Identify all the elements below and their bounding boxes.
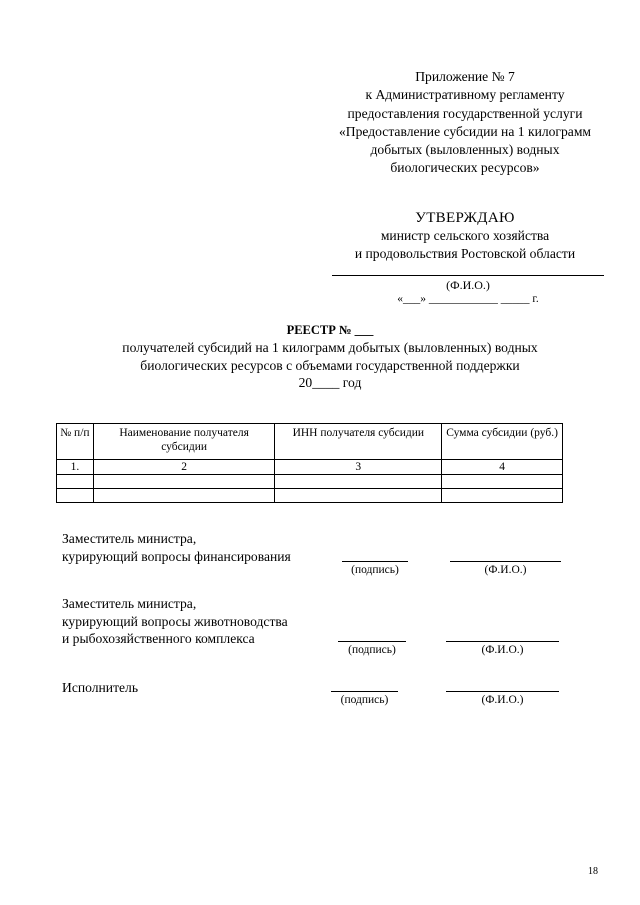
registry-table	[56, 423, 563, 503]
table-cell	[442, 475, 563, 489]
fio-caption: (Ф.И.О.)	[481, 644, 524, 656]
table-cell	[93, 475, 275, 489]
signature-caption: (подпись)	[340, 694, 389, 706]
table-cell	[57, 475, 94, 489]
approval-title: УТВЕРЖДАЮ	[415, 210, 515, 226]
annex-line: добытых (выловленных) водных	[370, 142, 560, 158]
signature-line	[342, 561, 408, 562]
annex-line: биологических ресурсов»	[390, 160, 540, 176]
table-cell	[275, 489, 442, 503]
signer-title-line: Заместитель министра,	[62, 596, 197, 611]
table-cell: 3	[275, 460, 442, 475]
approval-signature-line	[332, 275, 604, 276]
annex-line: предоставления государственной услуги	[347, 105, 583, 121]
approval-block	[320, 209, 610, 262]
registry-title: РЕЕСТР № ___	[286, 323, 374, 337]
signature-line	[338, 641, 406, 642]
fio-line	[446, 691, 559, 692]
table-numbering-row	[57, 460, 563, 475]
table-cell	[57, 489, 94, 503]
header-cell-amount: Сумма субсидии (руб.)	[442, 424, 563, 460]
signer-deputy-livestock	[62, 595, 288, 648]
table-row	[57, 475, 563, 489]
annex-line: к Административному регламенту	[365, 87, 565, 103]
table-cell: 1.	[57, 460, 94, 475]
approval-fio-caption: (Ф.И.О.)	[446, 278, 490, 292]
signer-title-line: Заместитель министра,	[62, 531, 197, 546]
signer-title-line: Исполнитель	[62, 680, 139, 695]
annex-line: Приложение № 7	[415, 69, 515, 84]
approval-date-line: «___» ____________ _____ г.	[397, 293, 539, 305]
fio-line	[446, 641, 559, 642]
table-cell	[275, 475, 442, 489]
registry-heading-block	[60, 322, 600, 391]
table-cell	[93, 489, 275, 503]
signer-deputy-finance	[62, 530, 291, 565]
signature-caption: (подпись)	[348, 644, 396, 656]
registry-year-line: 20____ год	[298, 374, 362, 390]
table-header-row	[57, 424, 563, 460]
table-row	[57, 489, 563, 503]
annex-header	[300, 68, 630, 178]
annex-line: «Предоставление субсидии на 1 килограмм	[338, 123, 592, 139]
header-cell-recipient-name: Наименование получателя субсидии	[93, 424, 275, 460]
table-cell: 2	[93, 460, 275, 475]
approval-position-line2: и продовольствия Ростовской области	[354, 245, 576, 261]
table-cell: 4	[442, 460, 563, 475]
signer-title-line: и рыбохозяйственного комплекса	[62, 631, 255, 646]
registry-description-line1: получателей субсидий на 1 килограмм добытых (выловленных) водных	[122, 340, 538, 356]
signer-title-line: курирующий вопросы финансирования	[62, 548, 291, 564]
approval-position-line1: министр сельского хозяйства	[380, 228, 550, 243]
signature-caption: (подпись)	[351, 564, 399, 576]
header-cell-number: № п/п	[57, 424, 94, 460]
signature-line	[331, 691, 398, 692]
page-number: 18	[588, 866, 598, 877]
fio-caption: (Ф.И.О.)	[484, 564, 527, 576]
table-cell	[442, 489, 563, 503]
fio-caption: (Ф.И.О.)	[481, 694, 524, 706]
registry-description-line2: биологических ресурсов с объемами государственной поддержки	[140, 357, 520, 373]
signer-executor	[62, 679, 138, 697]
header-cell-inn: ИНН получателя субсидии	[275, 424, 442, 460]
signer-title-line: курирующий вопросы животноводства	[62, 613, 288, 629]
fio-line	[450, 561, 561, 562]
